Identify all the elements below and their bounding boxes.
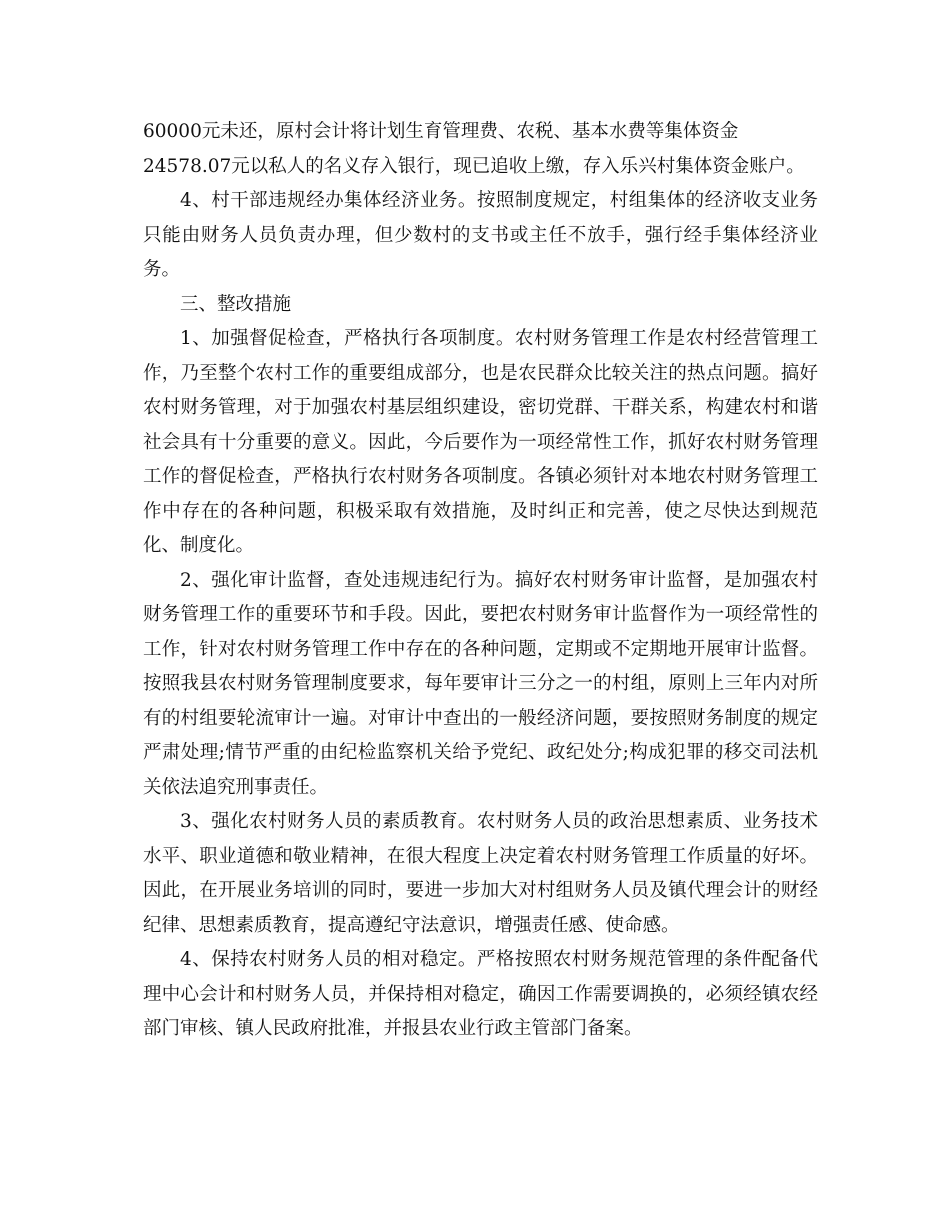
paragraph-continued — [143, 115, 818, 184]
text-line: 60000元未还，原村会计将计划生育管理费、农税、基本水费等集体资金 — [143, 121, 739, 142]
paragraph-measure-2: 2、强化审计监督，查处违规违纪行为。搞好农村财务审计监督，是加强农村财务管理工作的重要环节和手段。因此，要把农村财务审计监督作为一项经常性的工作，针对农村财务管理工作中存在的各种问题，定期或不定期地开展审计监督。按照我县农村财务管理制度要求，每年要审计三分之一的村组，原则上三年内对所有的村组要轮流审计一遍。对审计中查出的一般经济问题，要按照财务制度的规定严肃处理;情节严重的由纪检监察机关给予党纪、政纪处分;构成犯罪的移交司法机关依法追究刑事责任。 — [143, 569, 818, 798]
paragraph-measure-4: 4、保持农村财务人员的相对稳定。严格按照农村财务规范管理的条件配备代理中心会计和村财务人员，并保持相对稳定，确因工作需要调换的，必须经镇农经部门审核、镇人民政府批准，并报县农业行政主管部门备案。 — [143, 949, 818, 1039]
section-heading-rectification: 三、整改措施 — [180, 293, 292, 315]
text-line: 24578.07元以私人的名义存入银行，现已追收上缴，存入乐兴村集体资金账户。 — [143, 155, 805, 177]
paragraph-measure-1: 1、加强督促检查，严格执行各项制度。农村财务管理工作是农村经营管理工作，乃至整个农村工作的重要组成部分，也是农民群众比较关注的热点问题。搞好农村财务管理，对于加强农村基层组织建设，密切党群、干群关系，构建农村和谐社会具有十分重要的意义。因此，今后要作为一项经常性工作，抓好农村财务管理工作的督促检查，严格执行农村财务各项制度。各镇必须针对本地农村财务管理工作中存在的各种问题，积极采取有效措施，及时纠正和完善，使之尽快达到规范化、制度化。 — [143, 328, 818, 556]
paragraph-measure-3: 3、强化农村财务人员的素质教育。农村财务人员的政治思想素质、业务技术水平、职业道德和敬业精神，在很大程度上决定着农村财务管理工作质量的好坏。因此，在开展业务培训的同时，要进一步加大对村组财务人员及镇代理会计的财经纪律、思想素质教育，提高遵纪守法意识，增强责任感、使命感。 — [143, 811, 818, 936]
document-body — [143, 115, 818, 1047]
paragraph-cadre-violation: 4、村干部违规经办集体经济业务。按照制度规定，村组集体的经济收支业务只能由财务人员负责办理，但少数村的支书或主任不放手，强行经手集体经济业务。 — [143, 190, 818, 280]
